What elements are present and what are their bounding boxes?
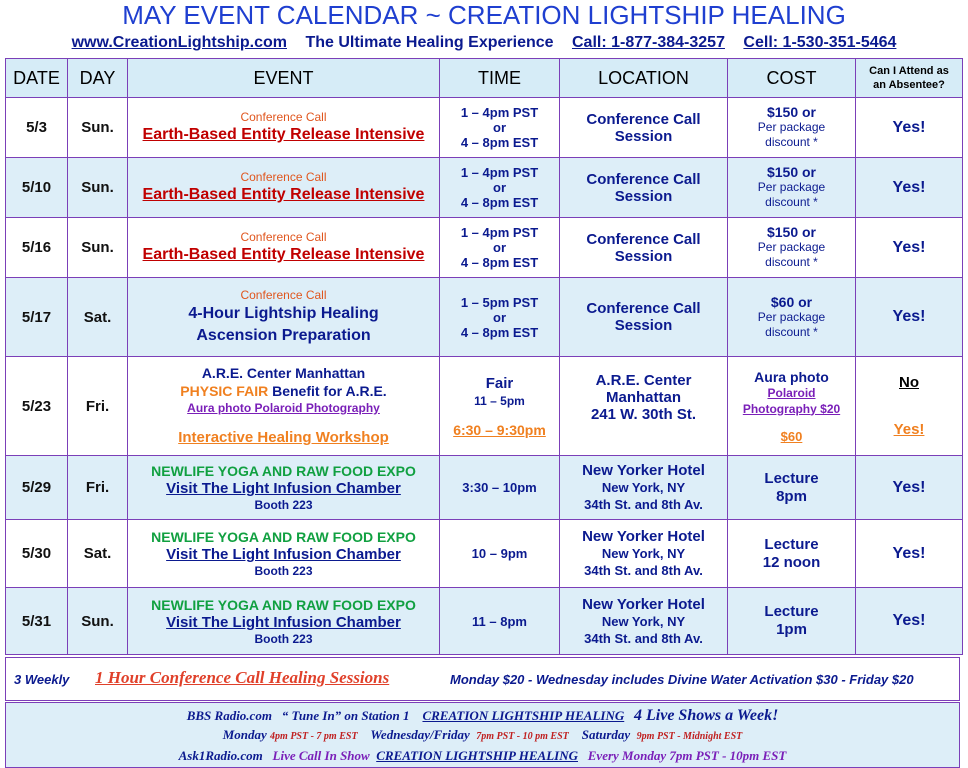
location-line: New York, NY: [601, 546, 686, 561]
time-cell: [440, 98, 560, 158]
chamber-link[interactable]: Visit The Light Infusion Chamber: [166, 480, 401, 497]
location-line: Session: [614, 317, 673, 334]
location-line: 34th St. and 8th Av.: [584, 497, 703, 512]
booth-label: Booth 223: [254, 631, 313, 646]
event-cell: [128, 456, 440, 520]
fair-benefit: Benefit for A.R.E.: [268, 383, 387, 399]
schedule-time: 9pm PST - Midnight EST: [636, 731, 743, 742]
date-cell: 5/30: [6, 520, 68, 588]
monday-schedule: Every Monday 7pm PST - 10pm EST: [587, 748, 787, 763]
table-row: [6, 588, 963, 655]
day-cell: Sun.: [68, 588, 128, 655]
table-row: [6, 278, 963, 357]
workshop-link[interactable]: Interactive Healing Workshop: [178, 429, 389, 446]
cell-phone-link[interactable]: Cell: 1-530-351-5464: [743, 34, 897, 51]
absentee-cell: Yes!: [856, 278, 963, 357]
cost-workshop: $60: [780, 428, 803, 444]
col-header-day: DAY: [68, 59, 128, 98]
cost-detail: discount *: [765, 195, 818, 209]
weekly-sessions-link[interactable]: 1 Hour Conference Call Healing Sessions: [95, 668, 390, 687]
day-cell: Sat.: [68, 520, 128, 588]
expo-name: NEWLIFE YOGA AND RAW FOOD EXPO: [151, 596, 416, 613]
booth-label: Booth 223: [254, 564, 313, 578]
absentee-cell: Yes!: [856, 158, 963, 218]
time-line: or: [493, 120, 506, 135]
location-line: Conference Call: [586, 170, 701, 188]
day-cell: Sat.: [68, 278, 128, 357]
cost-detail: Per package: [757, 180, 826, 194]
cost-detail: discount *: [765, 324, 818, 339]
absentee-cell: Yes!: [856, 218, 963, 278]
time-line: or: [493, 240, 506, 255]
radio-line-1: [6, 706, 959, 725]
absentee-cell: Yes!: [856, 98, 963, 158]
col-header-time: TIME: [440, 59, 560, 98]
time-cell: [440, 218, 560, 278]
col-header-event: EVENT: [128, 59, 440, 98]
table-row: [6, 520, 963, 588]
location-cell: [560, 158, 728, 218]
time-line: 4 – 8pm EST: [460, 135, 539, 150]
table-row: [6, 98, 963, 158]
cost-main: $150 or: [766, 164, 817, 180]
event-cell: [128, 158, 440, 218]
location-line: Conference Call: [586, 300, 701, 317]
cost-cell: [728, 456, 856, 520]
date-cell: 5/17: [6, 278, 68, 357]
location-cell: [560, 218, 728, 278]
booth-label: Booth 223: [254, 498, 313, 512]
absentee-cell: Yes!: [856, 588, 963, 655]
cost-detail: discount *: [765, 135, 818, 149]
location-line: Session: [614, 247, 673, 265]
location-line: New York, NY: [601, 480, 686, 495]
cost-detail: Per package: [757, 309, 826, 324]
cost-main: $150 or: [766, 104, 817, 120]
bbs-radio-label: BBS Radio.com: [186, 708, 272, 723]
event-link[interactable]: Earth-Based Entity Release Intensive: [142, 186, 425, 203]
table-row: [6, 218, 963, 278]
event-link[interactable]: Earth-Based Entity Release Intensive: [142, 246, 425, 263]
show-name-link[interactable]: CREATION LIGHTSHIP HEALING: [376, 748, 578, 763]
weekly-prices: Monday $20 - Wednesday includes Divine Water Activation $30 - Friday $20: [450, 672, 914, 687]
date-cell: 5/23: [6, 357, 68, 456]
col-header-location: LOCATION: [560, 59, 728, 98]
location-line: 241 W. 30th St.: [590, 406, 697, 423]
event-cell: [128, 520, 440, 588]
absentee-header-line-1: Can I Attend as: [869, 65, 949, 77]
location-line: New Yorker Hotel: [582, 595, 705, 613]
event-type: Conference Call: [240, 170, 327, 184]
website-link[interactable]: www.CreationLightship.com: [71, 34, 287, 51]
location-line: Conference Call: [586, 230, 701, 248]
cost-detail: Per package: [757, 240, 826, 254]
table-row: [6, 357, 963, 456]
ask1radio-label: Ask1Radio.com: [178, 748, 263, 763]
location-cell: [560, 456, 728, 520]
cost-cell: [728, 218, 856, 278]
schedule-day: Saturday: [581, 727, 631, 742]
day-cell: Sun.: [68, 158, 128, 218]
location-cell: [560, 520, 728, 588]
weekly-sessions-bar: [5, 657, 960, 701]
cost-cell: [728, 98, 856, 158]
time-line: or: [493, 309, 506, 325]
header-contact-line: [0, 32, 968, 54]
absentee-no: No: [899, 374, 919, 391]
location-line: Session: [614, 127, 673, 145]
time-cell: 11 – 8pm: [440, 588, 560, 655]
time-line: 1 – 4pm PST: [460, 225, 539, 240]
live-shows-label: 4 Live Shows a Week!: [634, 707, 779, 724]
location-cell: [560, 357, 728, 456]
tagline: The Ultimate Healing Experience: [305, 34, 554, 51]
radio-line-2: [6, 725, 959, 746]
event-cell: [128, 357, 440, 456]
time-cell: [440, 158, 560, 218]
schedule-time: 7pm PST - 10 pm EST: [476, 731, 569, 742]
time-line: or: [493, 180, 506, 195]
event-fair-line: [131, 382, 436, 400]
time-cell: 10 – 9pm: [440, 520, 560, 588]
location-cell: [560, 278, 728, 357]
time-line: 1 – 5pm PST: [460, 294, 539, 310]
event-title-line: 4-Hour Lightship Healing: [188, 304, 379, 322]
location-line: New York, NY: [601, 613, 686, 629]
event-cell: [128, 278, 440, 357]
table-row: [6, 158, 963, 218]
event-calendar-table: [5, 58, 963, 655]
cost-detail: Per package: [757, 120, 826, 134]
event-type: Conference Call: [240, 287, 327, 302]
expo-name: NEWLIFE YOGA AND RAW FOOD EXPO: [151, 529, 416, 545]
location-cell: [560, 98, 728, 158]
event-link[interactable]: Earth-Based Entity Release Intensive: [142, 126, 425, 143]
time-line: 1 – 4pm PST: [460, 165, 539, 180]
cost-cell: [728, 278, 856, 357]
page-title: MAY EVENT CALENDAR ~ CREATION LIGHTSHIP HEALING: [122, 0, 846, 30]
location-line: 34th St. and 8th Av.: [584, 563, 703, 578]
time-line: 4 – 8pm EST: [460, 255, 539, 270]
day-cell: Fri.: [68, 357, 128, 456]
event-cell: [128, 588, 440, 655]
schedule-day: Wednesday/Friday: [370, 727, 470, 742]
aura-photo-link[interactable]: Aura photo Polaroid Photography: [187, 401, 380, 415]
lecture-label: Lecture: [764, 603, 819, 620]
cost-link[interactable]: Photography $20: [742, 401, 841, 416]
expo-name: NEWLIFE YOGA AND RAW FOOD EXPO: [151, 463, 416, 479]
location-cell: [560, 588, 728, 655]
time-line: 4 – 8pm EST: [460, 324, 539, 340]
cost-main: $60 or: [770, 293, 813, 310]
time-line: 6:30 – 9:30pm: [453, 421, 546, 438]
cost-cell: [728, 158, 856, 218]
date-cell: 5/10: [6, 158, 68, 218]
absentee-cell: Yes!: [856, 456, 963, 520]
event-cell: [128, 218, 440, 278]
day-cell: Sun.: [68, 218, 128, 278]
date-cell: 5/29: [6, 456, 68, 520]
date-cell: 5/31: [6, 588, 68, 655]
radio-shows-footer: [5, 702, 960, 768]
day-cell: Sun.: [68, 98, 128, 158]
time-cell: 3:30 – 10pm: [440, 456, 560, 520]
lecture-label: Lecture: [764, 535, 819, 553]
location-line: 34th St. and 8th Av.: [584, 630, 703, 646]
absentee-cell: Yes!: [856, 520, 963, 588]
location-line: Conference Call: [586, 110, 701, 128]
schedule-time: 4pm PST - 7 pm EST: [270, 731, 358, 742]
chamber-link[interactable]: Visit The Light Infusion Chamber: [166, 613, 401, 631]
table-row: [6, 456, 963, 520]
time-cell: [440, 357, 560, 456]
time-cell: [440, 278, 560, 357]
time-line: 4 – 8pm EST: [460, 195, 539, 210]
location-line: Manhattan: [606, 389, 681, 406]
weekly-label: 3 Weekly: [14, 672, 70, 687]
col-header-absentee: [856, 59, 963, 98]
lecture-label: Lecture: [764, 469, 819, 487]
cost-cell: [728, 520, 856, 588]
cost-cell: [728, 357, 856, 456]
day-cell: Fri.: [68, 456, 128, 520]
tune-in-label: “ Tune In” on Station 1: [281, 708, 410, 723]
cost-main: $150 or: [766, 224, 817, 240]
location-line: New Yorker Hotel: [582, 528, 705, 545]
event-cell: [128, 98, 440, 158]
event-venue: A.R.E. Center Manhattan: [201, 365, 366, 381]
location-line: New Yorker Hotel: [582, 462, 705, 479]
call-phone-link[interactable]: Call: 1-877-384-3257: [571, 34, 725, 51]
event-type: Conference Call: [240, 110, 327, 124]
date-cell: 5/16: [6, 218, 68, 278]
cost-detail: discount *: [765, 255, 818, 269]
col-header-cost: COST: [728, 59, 856, 98]
lecture-time: 12 noon: [762, 553, 821, 571]
fair-name: PHYSIC FAIR: [180, 383, 269, 399]
lecture-time: 8pm: [776, 487, 807, 505]
radio-line-3: [6, 746, 959, 765]
cost-link[interactable]: Polaroid: [767, 385, 816, 400]
time-label: Fair: [485, 374, 514, 392]
chamber-link[interactable]: Visit The Light Infusion Chamber: [166, 546, 401, 563]
table-header-row: [6, 59, 963, 98]
absentee-cell: [856, 357, 963, 456]
time-line: 11 – 5pm: [474, 393, 525, 408]
date-cell: 5/3: [6, 98, 68, 158]
event-title-line: Ascension Preparation: [196, 326, 371, 344]
show-name-link[interactable]: CREATION LIGHTSHIP HEALING: [422, 708, 625, 723]
lecture-time: 1pm: [776, 621, 807, 638]
absentee-yes: Yes!: [893, 421, 925, 438]
col-header-date: DATE: [6, 59, 68, 98]
time-line: 1 – 4pm PST: [460, 105, 539, 120]
event-type: Conference Call: [240, 230, 327, 244]
location-line: Session: [614, 187, 673, 205]
cost-cell: [728, 588, 856, 655]
schedule-day: Monday: [222, 727, 267, 742]
location-line: A.R.E. Center: [595, 372, 692, 389]
cost-main: Aura photo: [754, 368, 829, 385]
absentee-header-line-2: an Absentee?: [873, 79, 945, 91]
live-call-in-label: Live Call In Show: [272, 748, 370, 763]
